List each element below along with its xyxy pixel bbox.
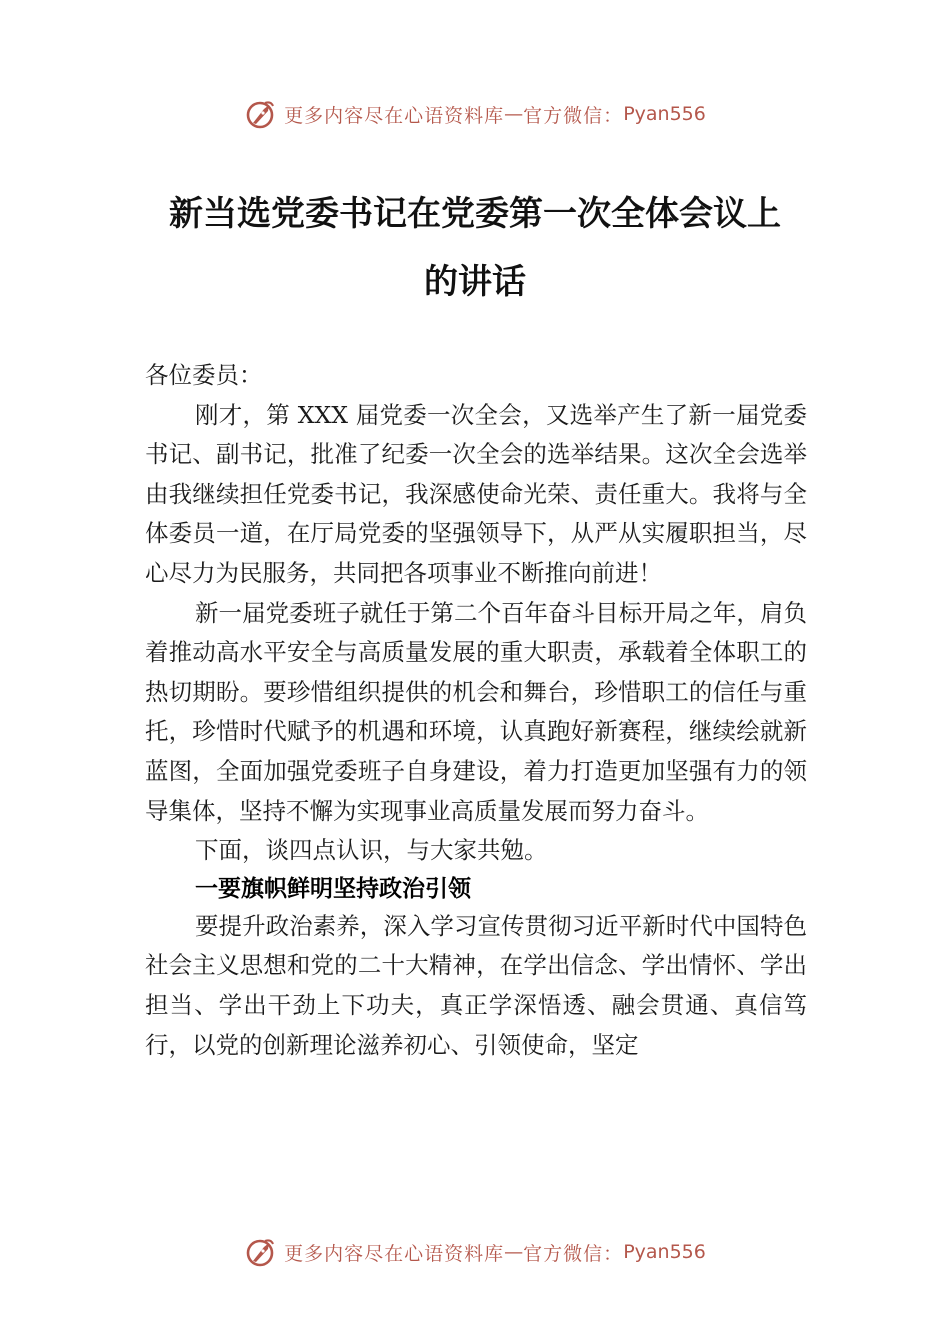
paragraph-2: 新一届党委班子就任于第二个百年奋斗目标开局之年，肩负着推动高水平安全与高质量发展的重大职责，承载着全体职工的热切期盼。要珍惜组织提供的机会和舞台，珍惜职工的信任与重托，珍惜时代赋予的机遇和环境，认真跑好新赛程，继续绘就新蓝图，全面加强党委班子自身建设，着力打造更加坚强有力的领导集体，坚持不懈为实现事业高质量发展而努力奋斗。 (145, 598, 807, 825)
watermark-banner-bottom (0, 1232, 950, 1272)
watermark-wechat-id: Pyan556 (623, 103, 706, 125)
watermark-text: 更多内容尽在心语资料库 (284, 1242, 505, 1265)
watermark-separator: — (504, 1241, 524, 1263)
salutation: 各位委员： (145, 361, 263, 389)
watermark-separator: — (504, 103, 524, 125)
section-heading: 一要旗帜鲜明坚持政治引领 (195, 875, 471, 902)
watermark-label: 官方微信： (523, 104, 624, 127)
pen-nib-logo-icon (244, 97, 278, 131)
document-title-line-2: 的讲话 (424, 262, 526, 302)
document-title-line-1: 新当选党委书记在党委第一次全体会议上 (169, 194, 781, 234)
paragraph-3: 下面，谈四点认识，与大家共勉。 (195, 836, 548, 865)
section-paragraph: 要提升政治素养，深入学习宣传贯彻习近平新时代中国特色社会主义思想和党的二十大精神，在学出信念、学出情怀、学出担当、学出干劲上下功夫，真正学深悟透、融会贯通、真信笃行，以党的创新理论滋养初心、引领使命，坚定 (145, 911, 807, 1059)
watermark-banner-top (0, 94, 950, 134)
watermark-text: 更多内容尽在心语资料库 (284, 104, 505, 127)
document-body (145, 356, 807, 1065)
pen-nib-logo-icon (244, 1235, 278, 1269)
paragraph-1: 刚才，第 XXX 届党委一次全会，又选举产生了新一届党委书记、副书记，批准了纪委一次全会的选举结果。这次全会选举由我继续担任党委书记，我深感使命光荣、责任重大。我将与全体委员一道，在厅局党委的坚强领导下，从严从实履职担当，尽心尽力为民服务，共同把各项事业不断推向前进！ (145, 400, 807, 587)
watermark-wechat-id: Pyan556 (623, 1241, 706, 1263)
watermark-label: 官方微信： (523, 1242, 624, 1265)
